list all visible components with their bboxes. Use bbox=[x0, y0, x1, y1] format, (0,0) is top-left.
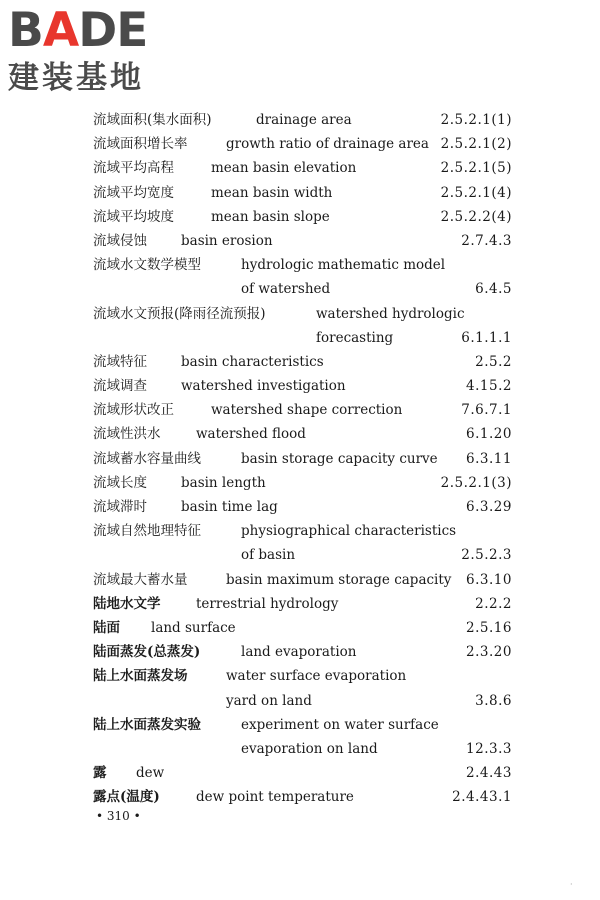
entry-line bbox=[0, 640, 600, 664]
entry-line bbox=[0, 447, 600, 471]
logo-wordmark bbox=[8, 3, 178, 58]
english-term: watershed hydrologic bbox=[316, 305, 465, 322]
english-term: land evaporation bbox=[241, 644, 357, 661]
chinese-term: 露点(温度) bbox=[93, 789, 160, 806]
chinese-term: 流域面积增长率 bbox=[93, 136, 188, 153]
entry-line bbox=[0, 253, 600, 277]
logo-subtitle: 建装基地 bbox=[8, 60, 144, 96]
section-number: 6.3.10 bbox=[466, 571, 512, 588]
chinese-term: 流域形状改正 bbox=[93, 402, 174, 419]
entry-line bbox=[0, 277, 600, 301]
section-number: 6.1.1.1 bbox=[461, 329, 512, 346]
glossary-entry bbox=[0, 398, 600, 422]
entry-line bbox=[0, 543, 600, 567]
glossary-entry bbox=[0, 471, 600, 495]
logo bbox=[8, 3, 178, 96]
section-number: 2.5.2.1(1) bbox=[440, 112, 512, 128]
entry-line bbox=[0, 350, 600, 374]
section-number: 6.3.29 bbox=[466, 499, 512, 515]
glossary-entry bbox=[0, 374, 600, 398]
section-number: 2.4.43 bbox=[466, 765, 512, 782]
entry-line bbox=[0, 374, 600, 398]
english-term: dew bbox=[136, 765, 165, 782]
english-term: mean basin width bbox=[211, 184, 333, 201]
glossary-entry bbox=[0, 519, 600, 567]
entry-line bbox=[0, 761, 600, 785]
section-number: 2.5.16 bbox=[466, 619, 512, 636]
english-term: basin characteristics bbox=[181, 353, 324, 370]
section-number: 2.5.2 bbox=[475, 353, 512, 370]
chinese-term: 流域蓄水容量曲线 bbox=[93, 450, 201, 467]
chinese-term: 流域面积(集水面积) bbox=[93, 112, 212, 128]
chinese-term: 流域特征 bbox=[93, 353, 147, 370]
english-term: basin erosion bbox=[181, 232, 273, 249]
chinese-term: 陆地水文学 bbox=[93, 595, 161, 612]
english-term: growth ratio of drainage area bbox=[226, 136, 429, 153]
glossary-entry bbox=[0, 761, 600, 785]
english-term: water surface evaporation bbox=[226, 668, 407, 685]
entry-line bbox=[0, 664, 600, 688]
entry-line bbox=[0, 302, 600, 326]
entry-line bbox=[0, 495, 600, 519]
chinese-term: 陆面蒸发(总蒸发) bbox=[93, 644, 201, 661]
entry-line bbox=[0, 156, 600, 180]
section-number: 2.3.20 bbox=[466, 644, 512, 661]
chinese-term: 流域水文预报(降雨径流预报) bbox=[93, 305, 266, 322]
english-term: watershed shape correction bbox=[211, 402, 403, 419]
english-term: forecasting bbox=[316, 329, 394, 346]
chinese-term: 流域水文数学模型 bbox=[93, 257, 201, 274]
section-number: 2.5.2.1(3) bbox=[440, 474, 512, 491]
english-term: yard on land bbox=[226, 692, 312, 709]
glossary-entry bbox=[0, 350, 600, 374]
chinese-term: 流域滞时 bbox=[93, 499, 147, 515]
glossary-entry bbox=[0, 229, 600, 253]
chinese-term: 流域侵蚀 bbox=[93, 232, 147, 249]
entry-line bbox=[0, 689, 600, 713]
glossary-entry bbox=[0, 447, 600, 471]
entry-line bbox=[0, 471, 600, 495]
glossary-entry bbox=[0, 156, 600, 180]
section-number: 2.5.2.1(5) bbox=[440, 160, 512, 177]
chinese-term: 陆上水面蒸发实验 bbox=[93, 716, 201, 733]
english-term: land surface bbox=[151, 619, 236, 636]
glossary-entry bbox=[0, 785, 600, 809]
english-term: basin maximum storage capacity bbox=[226, 571, 452, 588]
glossary-entry bbox=[0, 568, 600, 592]
chinese-term: 陆上水面蒸发场 bbox=[93, 668, 188, 685]
english-term: mean basin slope bbox=[211, 208, 330, 225]
section-number: 2.5.2.1(4) bbox=[440, 184, 512, 201]
section-number: 2.4.43.1 bbox=[452, 789, 512, 806]
glossary-entry bbox=[0, 205, 600, 229]
logo-letters-de: DE bbox=[78, 3, 148, 58]
english-term: basin time lag bbox=[181, 499, 278, 515]
entry-line bbox=[0, 108, 600, 132]
corner-mark: · bbox=[570, 880, 573, 889]
glossary-entry bbox=[0, 108, 600, 132]
entry-line bbox=[0, 737, 600, 761]
glossary-entries bbox=[0, 108, 600, 809]
section-number: 6.4.5 bbox=[475, 281, 512, 298]
section-number: 2.2.2 bbox=[475, 595, 512, 612]
chinese-term: 露 bbox=[93, 765, 107, 782]
entry-line bbox=[0, 592, 600, 616]
chinese-term: 流域最大蓄水量 bbox=[93, 571, 188, 588]
entry-line bbox=[0, 616, 600, 640]
section-number: 2.5.2.3 bbox=[461, 547, 512, 564]
entry-line bbox=[0, 398, 600, 422]
entry-line bbox=[0, 205, 600, 229]
english-term: terrestrial hydrology bbox=[196, 595, 339, 612]
chinese-term: 流域平均坡度 bbox=[93, 208, 174, 225]
english-term: hydrologic mathematic model bbox=[241, 257, 446, 274]
entry-line bbox=[0, 785, 600, 809]
entry-line bbox=[0, 181, 600, 205]
english-term: of watershed bbox=[241, 281, 331, 298]
chinese-term: 流域自然地理特征 bbox=[93, 523, 201, 540]
section-number: 2.5.2.1(2) bbox=[440, 136, 512, 153]
english-term: mean basin elevation bbox=[211, 160, 357, 177]
section-number: 4.15.2 bbox=[466, 378, 512, 395]
glossary-entry bbox=[0, 592, 600, 616]
english-term: basin length bbox=[181, 474, 266, 491]
glossary-entry bbox=[0, 253, 600, 301]
chinese-term: 流域平均高程 bbox=[93, 160, 174, 177]
entry-line bbox=[0, 519, 600, 543]
english-term: of basin bbox=[241, 547, 296, 564]
glossary-entry bbox=[0, 181, 600, 205]
section-number: 3.8.6 bbox=[475, 692, 512, 709]
chinese-term: 流域性洪水 bbox=[93, 426, 161, 443]
section-number: 2.5.2.2(4) bbox=[440, 208, 512, 225]
english-term: watershed flood bbox=[196, 426, 306, 443]
chinese-term: 流域长度 bbox=[93, 474, 147, 491]
glossary-entry bbox=[0, 422, 600, 446]
glossary-entry bbox=[0, 132, 600, 156]
logo-letter-b: B bbox=[8, 3, 43, 58]
section-number: 2.7.4.3 bbox=[461, 232, 512, 249]
entry-line bbox=[0, 326, 600, 350]
section-number: 7.6.7.1 bbox=[461, 402, 512, 419]
page-number: • 310 • bbox=[96, 809, 141, 823]
english-term: experiment on water surface bbox=[241, 716, 439, 733]
english-term: evaporation on land bbox=[241, 740, 378, 757]
glossary-entry bbox=[0, 640, 600, 664]
logo-letter-a: A bbox=[42, 3, 79, 58]
english-term: basin storage capacity curve bbox=[241, 450, 438, 467]
glossary-entry bbox=[0, 664, 600, 712]
english-term: watershed investigation bbox=[181, 378, 346, 395]
english-term: drainage area bbox=[256, 112, 352, 128]
chinese-term: 流域调查 bbox=[93, 378, 147, 395]
section-number: 6.3.11 bbox=[466, 450, 512, 467]
entry-line bbox=[0, 568, 600, 592]
entry-line bbox=[0, 713, 600, 737]
chinese-term: 流域平均宽度 bbox=[93, 184, 174, 201]
entry-line bbox=[0, 229, 600, 253]
english-term: physiographical characteristics bbox=[241, 523, 457, 540]
section-number: 12.3.3 bbox=[466, 740, 512, 757]
english-term: dew point temperature bbox=[196, 789, 354, 806]
glossary-entry bbox=[0, 616, 600, 640]
glossary-entry bbox=[0, 495, 600, 519]
section-number: 6.1.20 bbox=[466, 426, 512, 443]
glossary-entry bbox=[0, 302, 600, 350]
chinese-term: 陆面 bbox=[93, 619, 120, 636]
entry-line bbox=[0, 422, 600, 446]
entry-line bbox=[0, 132, 600, 156]
glossary-entry bbox=[0, 713, 600, 761]
